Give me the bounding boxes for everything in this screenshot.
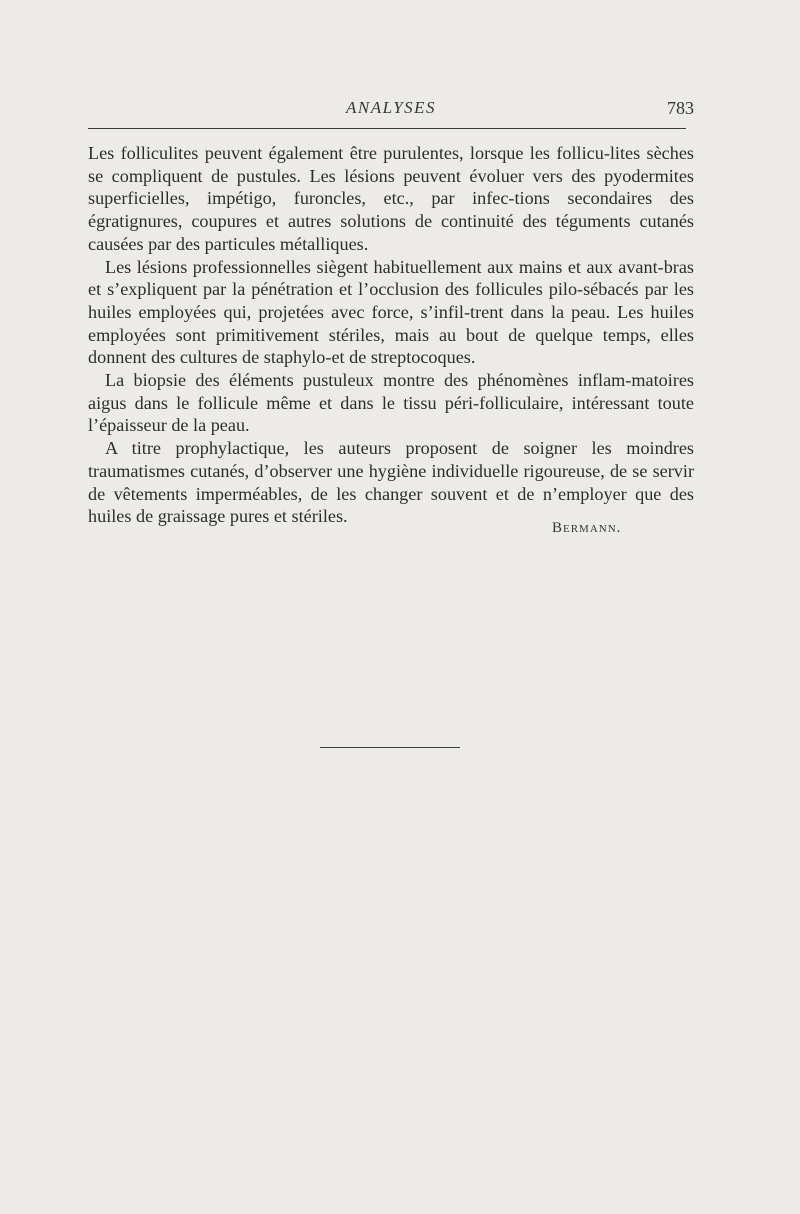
author-signature: Bermann. <box>552 520 622 536</box>
section-end-rule <box>320 747 460 748</box>
header-rule <box>88 128 686 129</box>
page-number: 783 <box>667 98 694 118</box>
running-title: ANALYSES <box>345 98 437 117</box>
paragraph-1: Les folliculites peuvent également être purulentes, lorsque les follicu-lites sèches se compliquent de pustules. Les lésions peuvent évoluer vers des pyodermites superficielles, impétigo, furoncles, etc., par infec-tions secondaires des égratignures, coupures et autres solutions de continuité des téguments cutanés causées par des particules métalliques. <box>88 143 694 254</box>
article-body <box>88 142 694 528</box>
running-header <box>88 98 694 122</box>
paragraph-3: La biopsie des éléments pustuleux montre des phénomènes inflam-matoires aigus dans le follicule même et dans le tissu péri-folliculaire, intéressant toute l’épaisseur de la peau. <box>88 370 694 436</box>
paragraph-2: Les lésions professionnelles siègent habituellement aux mains et aux avant-bras et s’expliquent par la pénétration et l’occlusion des follicules pilo-sébacés par les huiles employées qui, projetées avec force, s’infil-trent dans la peau. Les huiles employées sont primitivement stériles, mais au bout de quelque temps, elles donnent des cultures de staphylo-et de streptocoques. <box>88 256 694 368</box>
paragraph-4: A titre prophylactique, les auteurs proposent de soigner les moindres traumatismes cutanés, d’observer une hygiène individuelle rigoureuse, de se servir de vêtements imperméables, de les changer souvent et de n’employer que des huiles de graissage pures et stériles. <box>88 438 694 527</box>
